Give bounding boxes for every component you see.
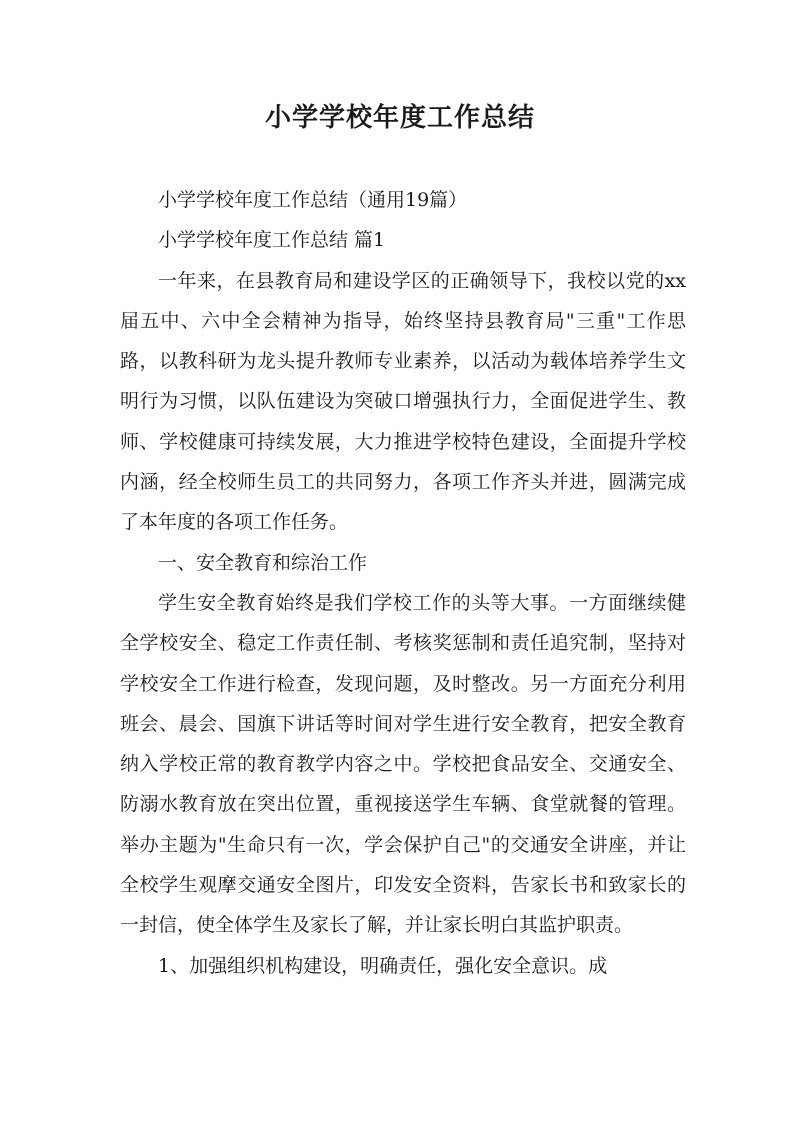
document-subtitle: 小学学校年度工作总结（通用19篇） <box>158 189 468 211</box>
body-paragraph: 学生安全教育始终是我们学校工作的头等大事。一方面继续健全学校安全、稳定工作责任制、考核奖惩制和责任追究制，坚持对学校安全工作进行检查，发现问题，及时整改。另一方面充分利用班会、晨会、国旗下讲话等时间对学生进行安全教育，把安全教育纳入学校正常的教育教学内容之中。学校把食品安全、交通安全、防溺水教育放在突出位置，重视接送学生车辆、食堂就餐的管理。举办主题为"生命只有一次，学会保护自己"的交通安全讲座，并让全校学生观摩交通安全图片，印发安全资料，告家长书和致家长的一封信，使全体学生及家长了解，并让家长明白其监护职责。 <box>120 591 686 937</box>
section-heading: 一、安全教育和综治工作 <box>158 551 368 574</box>
body-paragraph: 一年来，在县教育局和建设学区的正确领导下，我校以党的xx届五中、六中全会精神为指导，始终坚持县教育局"三重"工作思路，以教科研为龙头提升教师专业素养，以活动为载体培养学生文明行为习惯，以队伍建设为突破口增强执行力，全面促进学生、教师、学校健康可持续发展，大力推进学校特色建设，全面提升学校内涵，经全校师生员工的共同努力，各项工作齐头并进，圆满完成了本年度的各项工作任务。 <box>120 269 686 534</box>
document-body <box>120 180 686 986</box>
body-paragraph: 1、加强组织机构建设，明确责任，强化安全意识。成 <box>158 954 608 977</box>
section-heading: 小学学校年度工作总结 篇1 <box>158 229 386 252</box>
document-title: 小学学校年度工作总结 <box>264 103 535 133</box>
